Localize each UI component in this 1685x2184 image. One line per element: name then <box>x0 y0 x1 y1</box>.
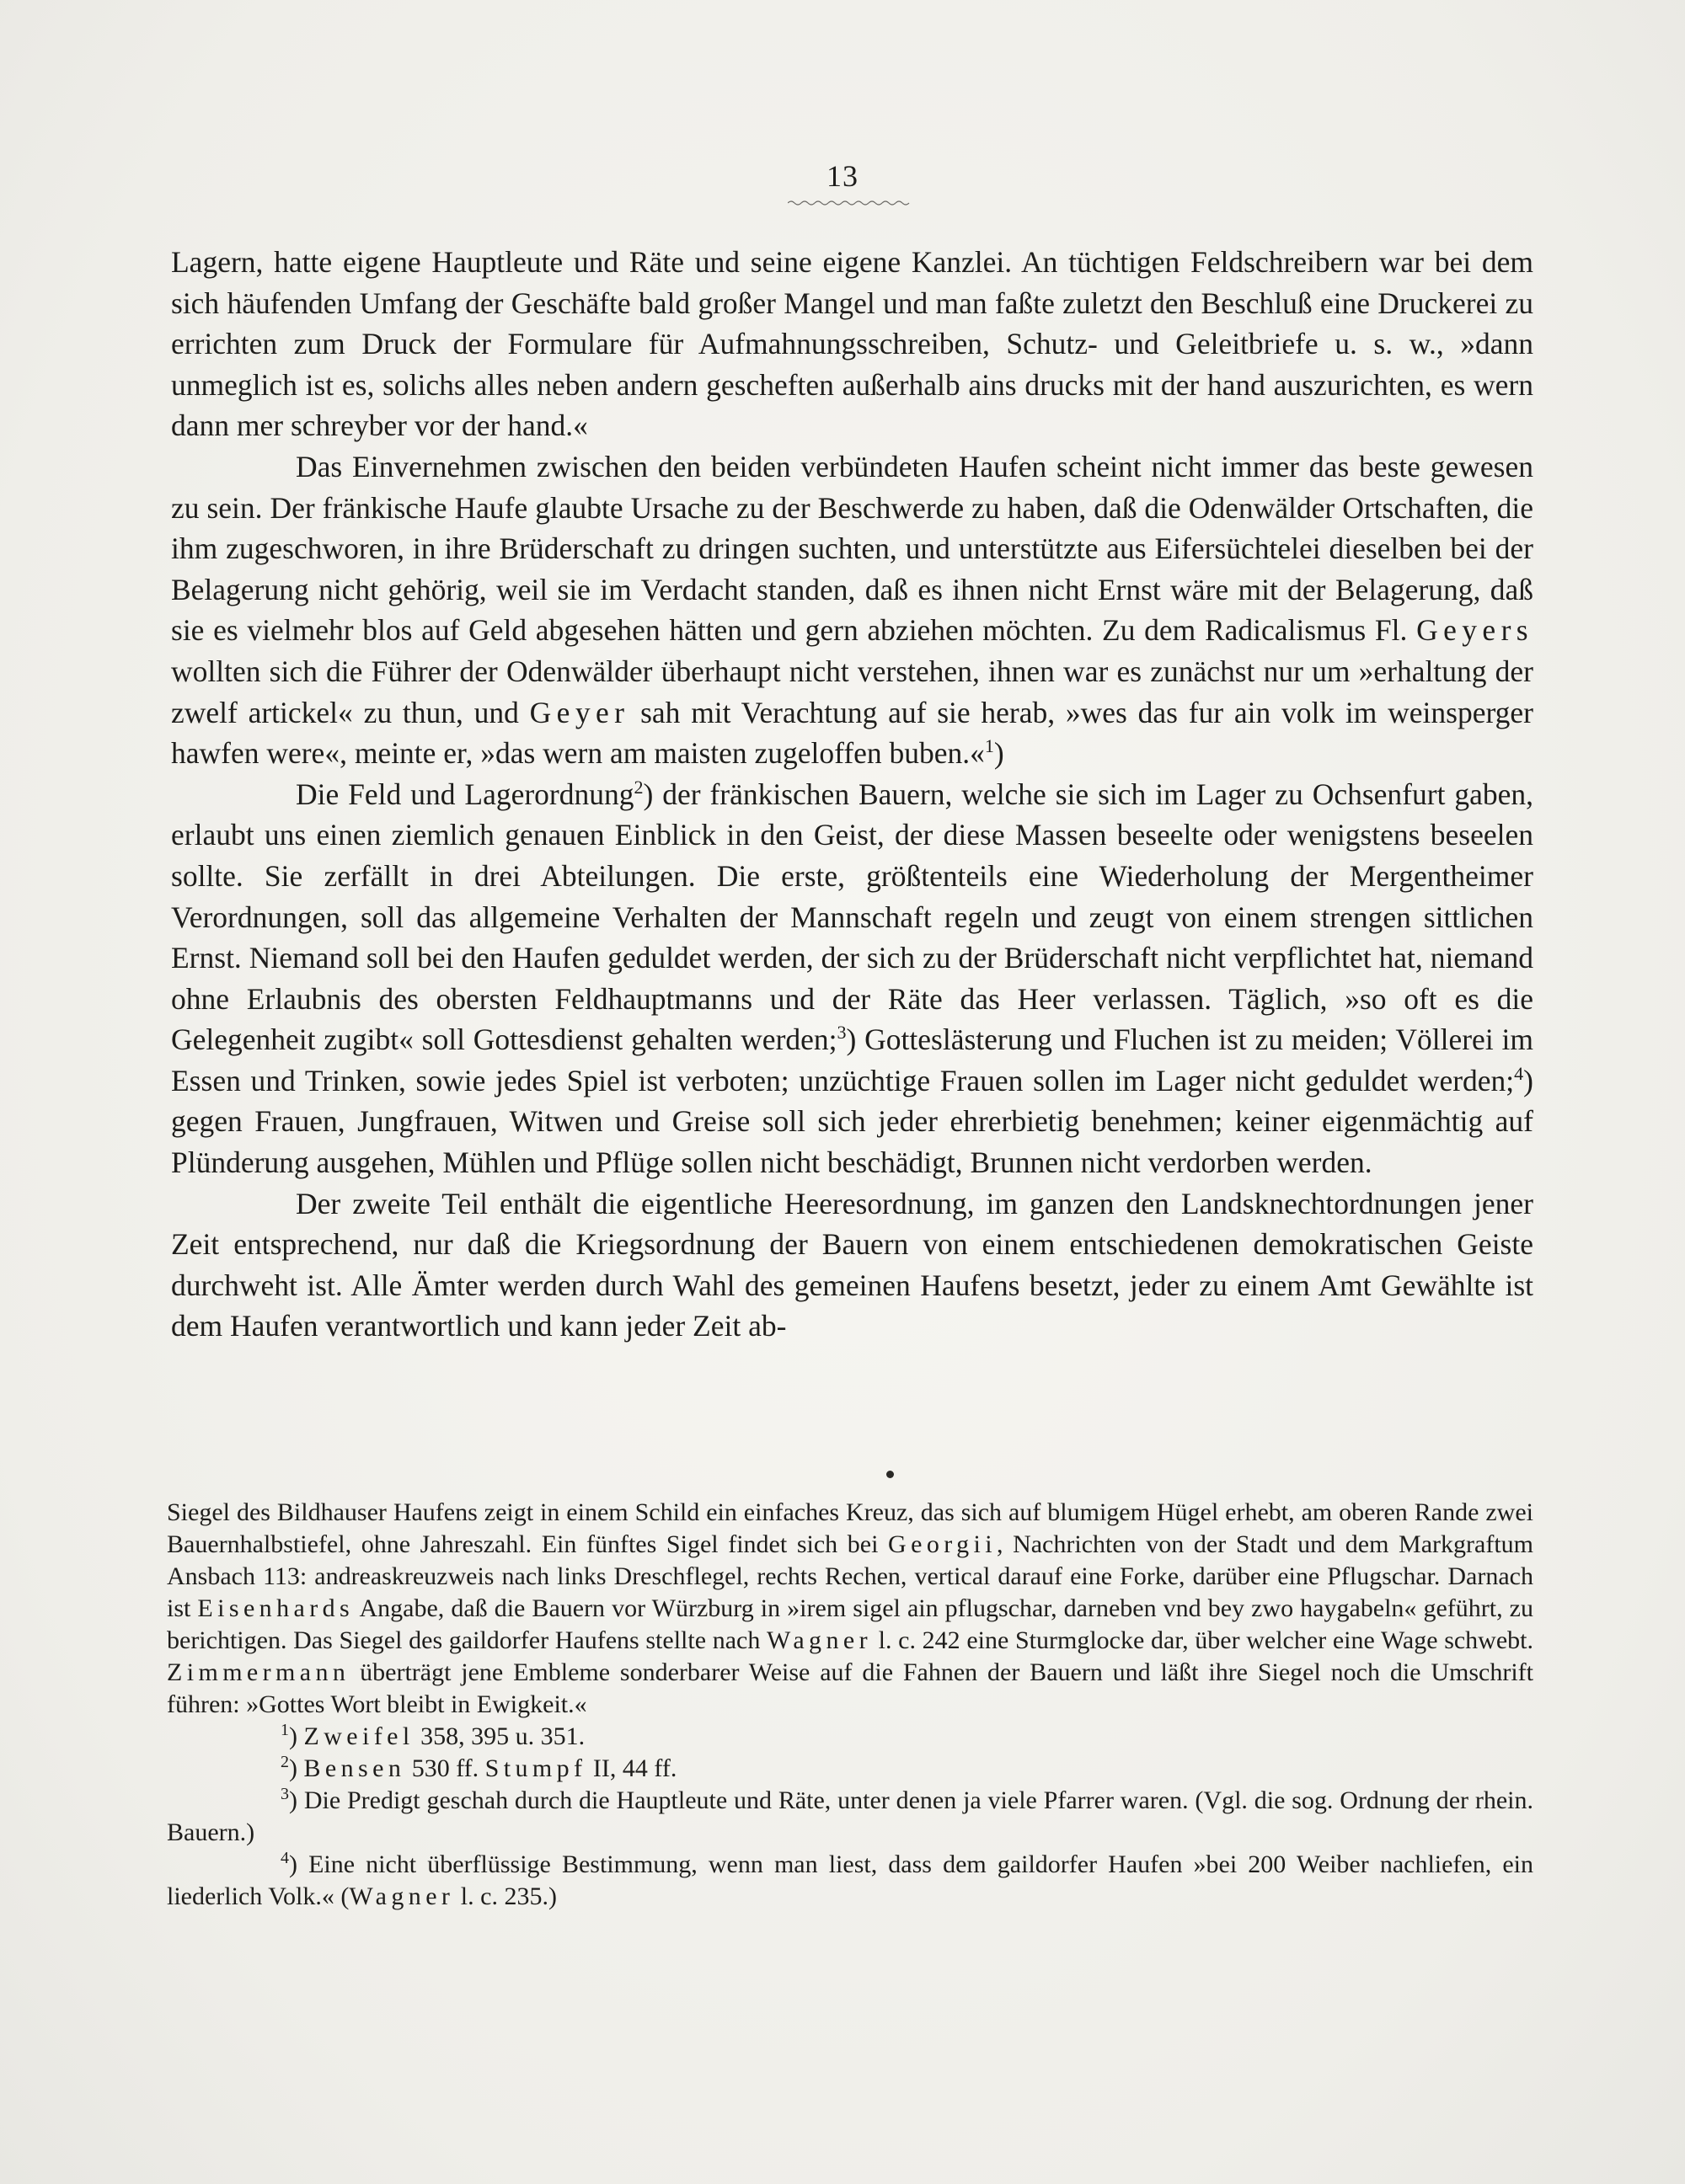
footnote-marker: 1 <box>281 1721 289 1739</box>
text-run: ) Eine nicht überflüssige Bestimmung, wenn man liest, dass dem gaildorfer Haufen »bei 200 Weiber nachliefen, ein liederlich Volk.« ( <box>167 1850 1533 1910</box>
footnote-marker: 1 <box>984 735 994 757</box>
text-run: Lagern, hatte eigene Hauptleute und Räte und seine eigene Kanzlei. An tüchtigen Feldschreibern war bei dem sich häufenden Umfang der Geschäfte bald großer Mangel und man faßte zuletzt den Beschluß eine Druckerei zu errichten zum Druck der Formulare für Aufmahnungsschreiben, Schutz- und Geleitbriefe u. s. w., »dann unmeglich ist es, solichs alles neben andern gescheften außerhalb ains drucks mit der hand auszurichten, es wern dann mer schreyber vor der hand.« <box>171 245 1533 443</box>
text-run: II, 44 ff. <box>586 1754 677 1782</box>
text-run: l. c. 235.) <box>454 1882 557 1910</box>
text-run: ) <box>993 736 1004 771</box>
scan-dot <box>886 1471 894 1478</box>
page-number-ornament <box>788 199 914 207</box>
spaced-name: Bensen <box>303 1754 406 1782</box>
text-run: ) Die Predigt geschah durch die Hauptleute und Räte, unter denen ja viele Pfarrer waren. (Vgl. die sog. Ordnung der rhein. Bauern.) <box>167 1786 1533 1846</box>
text-run: 358, 395 u. 351. <box>414 1722 586 1750</box>
body-paragraph <box>171 242 1533 446</box>
footnote-marker: 4 <box>281 1849 289 1867</box>
footnote-marker: 3 <box>837 1022 847 1044</box>
body-paragraph <box>171 1183 1533 1347</box>
spaced-name: Zweifel <box>303 1722 415 1750</box>
spaced-name: Geyers <box>1416 613 1533 648</box>
footnote <box>167 1785 1533 1849</box>
body-paragraph <box>171 774 1533 1183</box>
footnote <box>167 1497 1533 1721</box>
text-run: ) der fränkischen Bauern, welche sie sich im Lager zu Ochsenfurt gaben, erlaubt uns einen ziemlich genauen Einblick in den Geist, der diese Massen beseelte oder wenigstens beseelen sollte. Sie zerfällt in drei Abteilungen. Die erste, größtenteils eine Wiederholung der Mergentheimer Verordnungen, soll das allgemeine Verhalten der Mannschaft regeln und zeugt von einem strengen sittlichen Ernst. Niemand soll bei den Haufen geduldet werden, der sich zu der Brüderschaft nicht verpflichtet hat, niemand ohne Erlaubnis des obersten Feldhauptmanns und der Räte das Heer verlassen. Täglich, »so oft es die Gelegenheit zugibt« soll Gottesdienst gehalten werden; <box>171 777 1533 1057</box>
spaced-name: Eisenhards <box>197 1594 355 1622</box>
footnote-marker: 2 <box>281 1753 289 1771</box>
footnote <box>167 1753 1533 1785</box>
text-run: ) <box>289 1722 304 1750</box>
text-run: Das Einvernehmen zwischen den beiden verbündeten Haufen scheint nicht immer das beste gewesen zu sein. Der fränkische Haufe glaubte Ursache zu der Beschwerde zu haben, daß die Odenwälder Ortschaften, die ihm zugeschworen, in ihre Brüderschaft zu dringen suchten, und unterstützte aus Eifersüchtelei dieselben bei der Belagerung nicht gehörig, weil sie im Verdacht standen, daß es ihnen nicht Ernst wäre mit der Belagerung, daß sie es vielmehr blos auf Geld abgesehen hätten und gern abziehen möchten. Zu dem Radicalismus Fl. <box>171 449 1533 648</box>
spaced-name: Georgii <box>888 1530 997 1558</box>
footnote-marker: 3 <box>281 1785 289 1803</box>
footnote-marker: 4 <box>1514 1063 1524 1085</box>
spaced-name: Stumpf <box>484 1754 587 1782</box>
text-run: , Nachrichten von der Stadt und dem Markgraftum Ansbach 113: andreaskreuzweis nach links Dreschflegel, rechts Rechen, vertical darauf eine Forke, darüber eine Pflugschar. Darnach ist <box>167 1530 1533 1622</box>
text-run: 530 ff. <box>405 1754 485 1782</box>
text-run: l. c. 242 eine Sturmglocke dar, über welcher eine Wage schwebt. <box>871 1626 1533 1654</box>
text-run: sah mit Verachtung auf sie herab, »wes das fur ain volk im weinsperger hawfen were«, meinte er, »das wern am maisten zugeloffen buben.« <box>171 695 1534 771</box>
body-text <box>171 242 1533 1347</box>
text-run: Siegel des Bildhauser Haufens zeigt in einem Schild ein einfaches Kreuz, das sich auf blumigem Hügel erhebt, am oberen Rande zwei Bauernhalbstiefel, ohne Jahreszahl. Ein fünftes Sigel findet sich bei <box>167 1498 1533 1558</box>
footnotes <box>167 1497 1533 1913</box>
text-run: Der zweite Teil enthält die eigentliche Heeresordnung, im ganzen den Landsknechtordnungen jener Zeit entsprechend, nur daß die Kriegsordnung der Bauern von einem entschiedenen demokratischen Geiste durchweht ist. Alle Ämter werden durch Wahl des gemeinen Haufens besetzt, jeder zu einem Amt Gewählte ist dem Haufen verantwortlich und kann jeder Zeit ab- <box>171 1186 1533 1343</box>
text-run: wollten sich die Führer der Odenwälder überhaupt nicht verstehen, ihnen war es zunächst nur um »erhaltung der zwelf artickel« zu thun, und <box>171 654 1533 729</box>
text-run: ) <box>289 1754 304 1782</box>
text-run: Angabe, daß die Bauern vor Würzburg in »irem sigel ain pflugschar, darneben vnd bey zwo haygabeln« geführt, zu berichtigen. Das Siegel des gaildorfer Haufens stellte nach <box>167 1594 1533 1654</box>
spaced-name: Wagner <box>767 1626 872 1654</box>
body-paragraph <box>171 446 1533 774</box>
text-run: ) gegen Frauen, Jungfrauen, Witwen und Greise soll sich jeder ehrerbietig benehmen; keiner eigenmächtig auf Plünderung ausgehen, Mühlen und Pflüge sollen nicht beschädigt, Brunnen nicht verdorben werden. <box>171 1063 1533 1180</box>
spaced-name: Geyer <box>529 695 630 729</box>
spaced-name: Zimmermann <box>167 1658 350 1686</box>
text-run: überträgt jene Embleme sonderbarer Weise auf die Fahnen der Bauern und läßt ihre Siegel noch die Umschrift führen: »Gottes Wort bleibt in Ewigkeit.« <box>167 1658 1533 1718</box>
page-number: 13 <box>826 159 859 193</box>
footnote-marker: 2 <box>634 776 644 798</box>
text-run: Die Feld und Lagerordnung <box>296 777 634 811</box>
text-run: ) Gotteslästerung und Fluchen ist zu meiden; Völlerei im Essen und Trinken, sowie jedes Spiel ist verboten; unzüchtige Frauen sollen im Lager nicht geduldet werden; <box>171 1023 1533 1097</box>
footnote <box>167 1849 1533 1913</box>
spaced-name: Wagner <box>349 1882 455 1910</box>
footnote <box>167 1721 1533 1753</box>
